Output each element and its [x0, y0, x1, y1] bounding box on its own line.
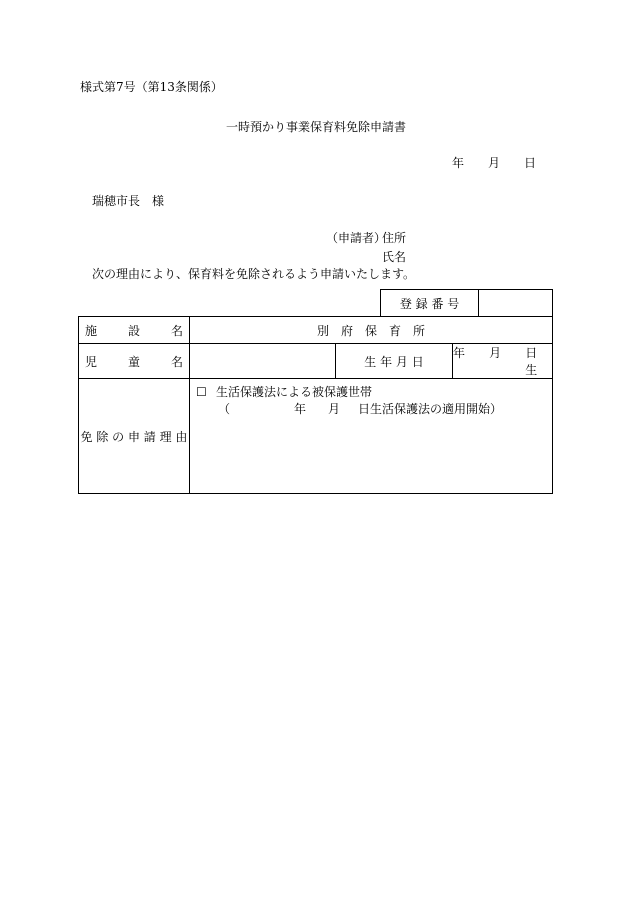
applicant-label: （申請者）: [326, 231, 387, 245]
birthdate-month: 月: [489, 346, 502, 360]
birthdate-label: 生 年 月 日: [336, 344, 453, 379]
facility-name: 別 府 保 育 所: [190, 317, 553, 344]
child-label-char: 名: [170, 354, 183, 369]
statement: 次の理由により、保育料を免除されるよう申請いたします。: [92, 267, 416, 281]
table-blank: [79, 290, 381, 317]
registration-number-field[interactable]: [479, 290, 553, 317]
date-day: 日: [524, 156, 537, 170]
child-label-char: 童: [127, 354, 140, 369]
birthdate-field[interactable]: [453, 344, 553, 379]
reason-date-line: [196, 401, 546, 418]
child-label-char: 児: [85, 354, 98, 369]
addressee: 瑞穂市長 様: [92, 194, 165, 208]
facility-label-char: 設: [127, 323, 140, 338]
registration-number-label: 登 録 番 号: [381, 290, 479, 317]
birthdate-day: 日生: [525, 346, 538, 377]
name-label: 氏名: [382, 250, 407, 264]
reason-checkbox[interactable]: ☐: [196, 385, 207, 399]
reason-open-paren: （: [218, 402, 231, 416]
date-month: 月: [488, 156, 501, 170]
reason-option-text: 生活保護法による被保護世帯: [216, 385, 373, 399]
reason-detail: 日生活保護法の適用開始）: [358, 402, 503, 416]
facility-label-char: 施: [85, 323, 98, 338]
form-number: 様式第7号（第13条関係）: [80, 80, 223, 94]
document-title: 一時預かり事業保育料免除申請書: [226, 120, 407, 134]
reason-cell: [190, 379, 553, 494]
birthdate-year: 年: [453, 346, 466, 360]
reason-option-line: [196, 384, 546, 401]
address-label: 住所: [382, 231, 407, 245]
date-line: [452, 156, 536, 170]
facility-label-char: 名: [170, 323, 183, 338]
child-name-field[interactable]: [190, 344, 336, 379]
child-label-cell: [79, 344, 190, 379]
application-table: [78, 289, 553, 494]
reason-year: 年: [294, 402, 307, 416]
reason-label: 免 除 の 申 請 理 由: [79, 379, 190, 494]
reason-month: 月: [328, 402, 341, 416]
date-year: 年: [452, 156, 465, 170]
facility-label-cell: [79, 317, 190, 344]
